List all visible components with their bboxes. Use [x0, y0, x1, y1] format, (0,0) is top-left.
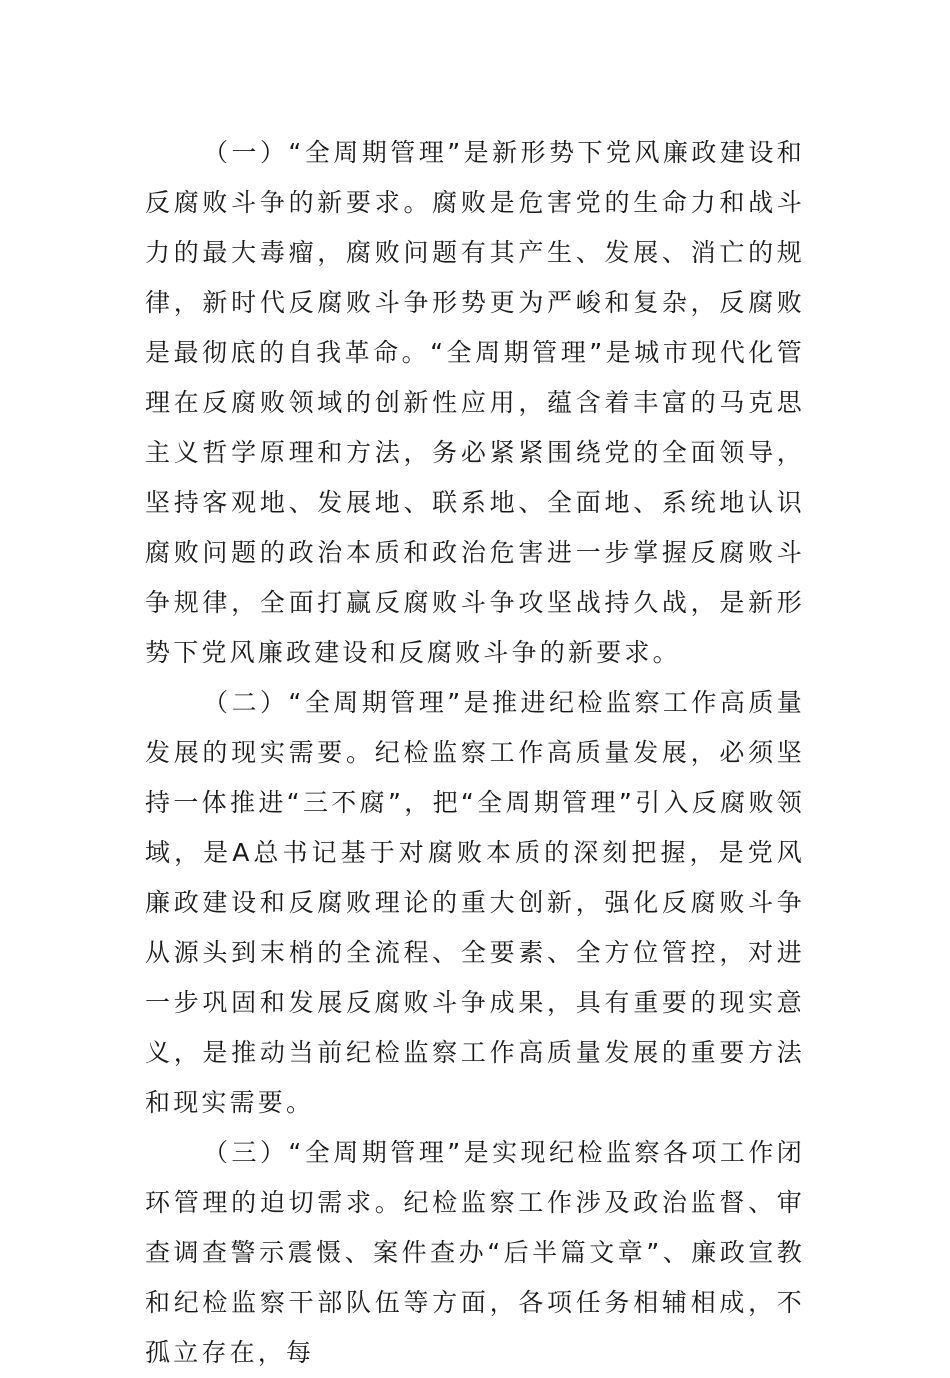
paragraph-2: （二）“全周期管理”是推进纪检监察工作高质量发展的现实需要。纪检监察工作高质量发展，必须坚持一体推进“三不腐”，把“全周期管理”引入反腐败领域，是A总书记基于对腐败本质的深刻把握，是党风廉政建设和反腐败理论的重大创新，强化反腐败斗争从源头到末梢的全流程、全要素、全方位管控，对进一步巩固和发展反腐败斗争成果，具有重要的现实意义，是推动当前纪检监察工作高质量发展的重要方法和现实需要。 — [145, 688, 805, 1117]
document-body — [145, 128, 805, 1378]
paragraph-1: （一）“全周期管理”是新形势下党风廉政建设和反腐败斗争的新要求。腐败是危害党的生命力和战斗力的最大毒瘤，腐败问题有其产生、发展、消亡的规律，新时代反腐败斗争形势更为严峻和复杂，反腐败是最彻底的自我革命。“全周期管理”是城市现代化管理在反腐败领域的创新性应用，蕴含着丰富的马克思主义哲学原理和方法，务必紧紧围绕党的全面领导，坚持客观地、发展地、联系地、全面地、系统地认识腐败问题的政治本质和政治危害进一步掌握反腐败斗争规律，全面打赢反腐败斗争攻坚战持久战，是新形势下党风廉政建设和反腐败斗争的新要求。 — [145, 138, 805, 667]
paragraph-3: （三）“全周期管理”是实现纪检监察各项工作闭环管理的迫切需求。纪检监察工作涉及政治监督、审查调查警示震慑、案件查办“后半篇文章”、廉政宣教和纪检监察干部队伍等方面，各项任务相辅相成，不孤立存在，每 — [145, 1138, 805, 1367]
